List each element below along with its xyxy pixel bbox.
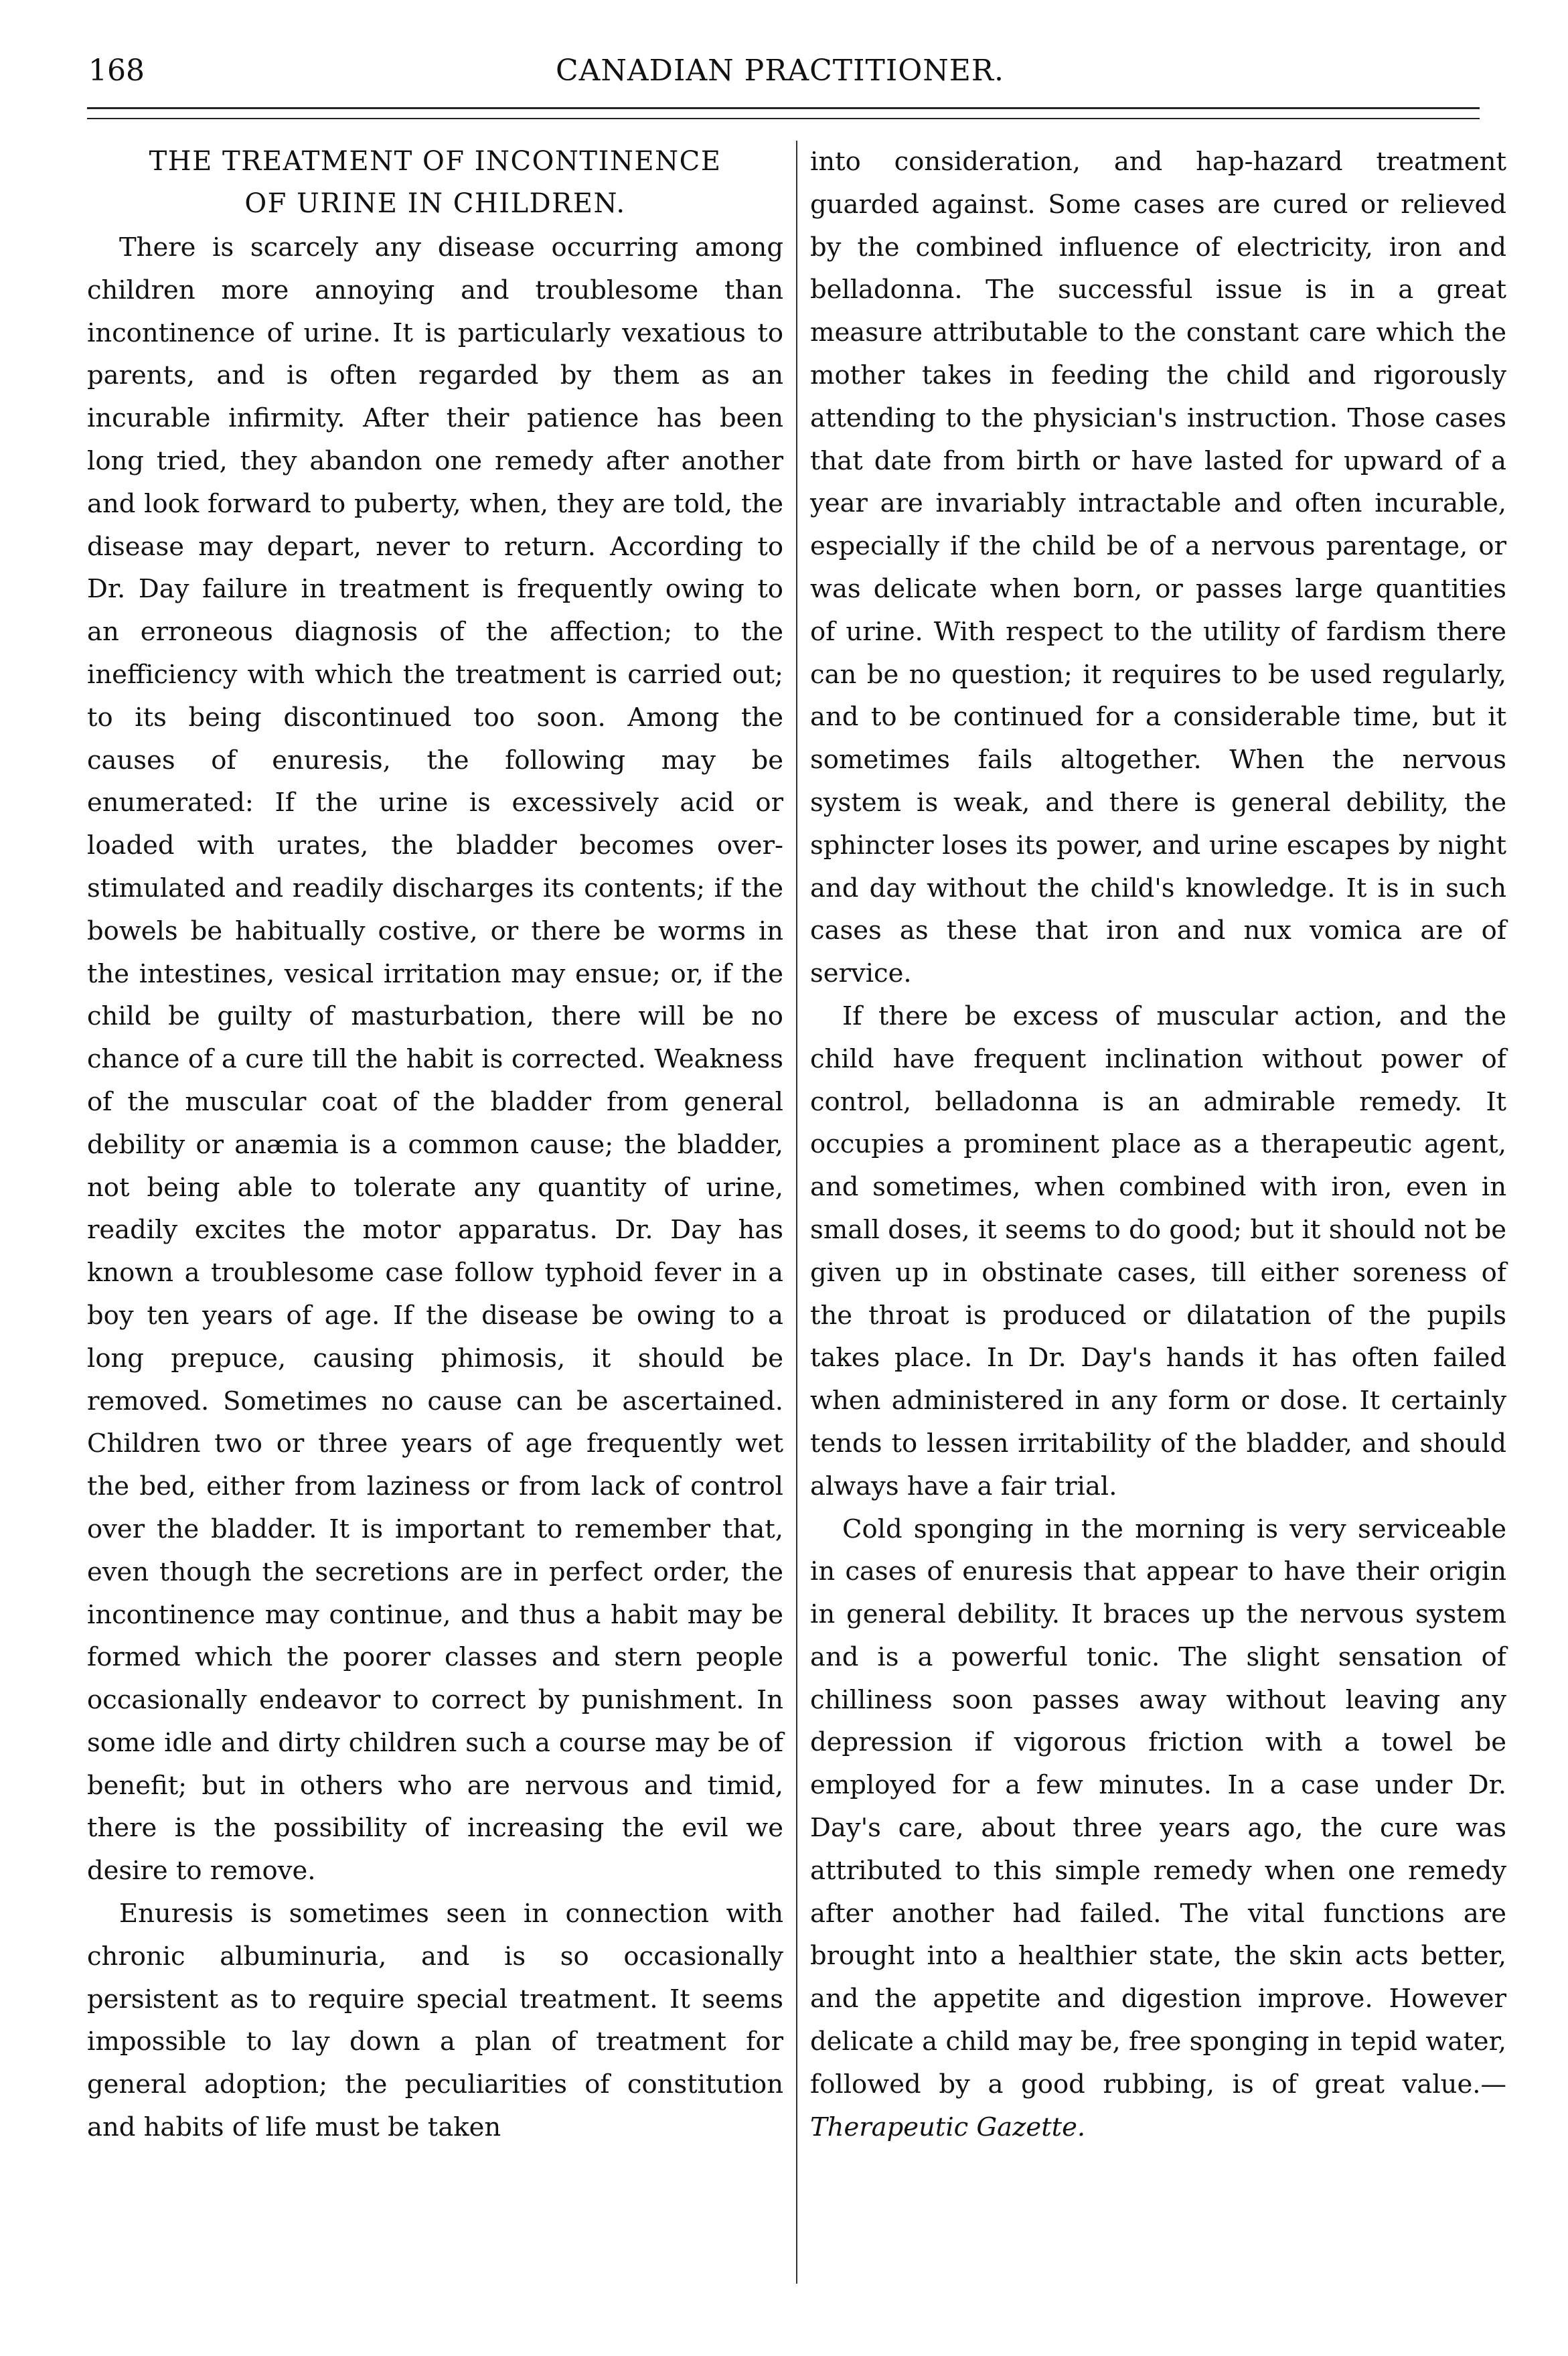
running-head: CANADIAN PRACTITIONER. xyxy=(555,54,1005,88)
paragraph-2-start: Enuresis is sometimes seen in connection with chronic albuminuria, and is so occasionally persistent as to require special treatment. It seems impossible to lay down a plan of treatment for general adoption; the peculiarities of constitution and habits of life must be taken xyxy=(87,1899,783,2143)
right-column xyxy=(810,141,1506,2148)
source-citation: Therapeutic Gazette. xyxy=(810,2112,1086,2142)
title-line-2: OF URINE IN CHILDREN. xyxy=(244,188,626,219)
left-column xyxy=(87,141,783,2149)
header-rule-bottom xyxy=(87,118,1480,119)
paragraph-2-continued: into consideration, and hap-hazard treatment guarded against. Some cases are cured or relieved by the combined influence of electricity, iron and belladonna. The successful issue is in a great measure attributable to the constant care which the mother takes in feeding the child and rigorously attending to the physician's instruction. Those cases that date from birth or have lasted for upward of a year are invariably intractable and often incurable, especially if the child be of a nervous parentage, or was delicate when born, or passes large quantities of urine. With respect to the utility of fardism there can be no question; it requires to be used regularly, and to be continued for a considerable time, but it sometimes fails altogether. When the nervous system is weak, and there is general debility, the sphincter loses its power, and urine escapes by night and day without the child's knowledge. It is in such cases as these that iron and nux vomica are of service. xyxy=(810,147,1506,989)
paragraph-3: If there be excess of muscular action, and the child have frequent inclination without power of control, belladonna is an admirable remedy. It occupies a prominent place as a therapeutic agent, and sometimes, when combined with iron, even in small doses, it seems to do good; but it should not be given up in obstinate cases, till either soreness of the throat is produced or dilatation of the pupils takes place. In Dr. Day's hands it has often failed when administered in any form or dose. It certainly tends to lessen irritability of the bladder, and should always have a fair trial. xyxy=(810,1001,1506,1501)
article-title xyxy=(87,141,783,225)
title-line-1: THE TREATMENT OF INCONTINENCE xyxy=(149,146,722,177)
paragraph-4 xyxy=(810,1508,1506,2149)
paragraph-1: There is scarcely any disease occurring among children more annoying and troublesome than incontinence of urine. It is particularly vexatious to parents, and is often regarded by them as an incurable infirmity. After their patience has been long tried, they abandon one remedy after another and look forward to puberty, when, they are told, the disease may depart, never to return. According to Dr. Day failure in treatment is frequently owing to an erroneous diagnosis of the affection; to the inefficiency with which the treatment is carried out; to its being discontinued too soon. Among the causes of enuresis, the following may be enumerated: If the urine is excessively acid or loaded with urates, the bladder becomes over-stimulated and readily discharges its contents; if the bowels be habitually costive, or there be worms in the intestines, vesical irritation may ensue; or, if the child be guilty of masturbation, there will be no chance of a cure till the habit is corrected. Weakness of the muscular coat of the bladder from general debility or anæmia is a common cause; the bladder, not being able to tolerate any quantity of urine, readily excites the motor apparatus. Dr. Day has known a troublesome case follow typhoid fever in a boy ten years of age. If the disease be owing to a long prepuce, causing phimosis, it should be removed. Sometimes no cause can be ascertained. Children two or three years of age frequently wet the bed, either from laziness or from lack of control over the bladder. It is important to remember that, even though the secretions are in perfect order, the incontinence may continue, and thus a habit may be formed which the poorer classes and stern people occasionally endeavor to correct by punishment. In some idle and dirty children such a course may be of benefit; but in others who are nervous and timid, there is the possibility of increasing the evil we desire to remove. xyxy=(87,232,783,1887)
column-divider xyxy=(796,141,797,2284)
page-header xyxy=(80,42,1480,102)
header-rule-top xyxy=(87,107,1480,109)
paragraph-4-text: Cold sponging in the morning is very serviceable in cases of enuresis that appear to have their origin in general debility. It braces up the nervous system and is a powerful tonic. The slight sensation of chilliness soon passes away without leaving any depression if vigorous friction with a towel be employed for a few minutes. In a case under Dr. Day's care, about three years ago, the cure was attributed to this simple remedy when one remedy after another had failed. The vital functions are brought into a healthier state, the skin acts better, and the appetite and digestion improve. However delicate a child may be, free sponging in tepid water, followed by a good rubbing, is of great value.— xyxy=(810,1514,1506,2100)
page-number: 168 xyxy=(88,54,145,88)
